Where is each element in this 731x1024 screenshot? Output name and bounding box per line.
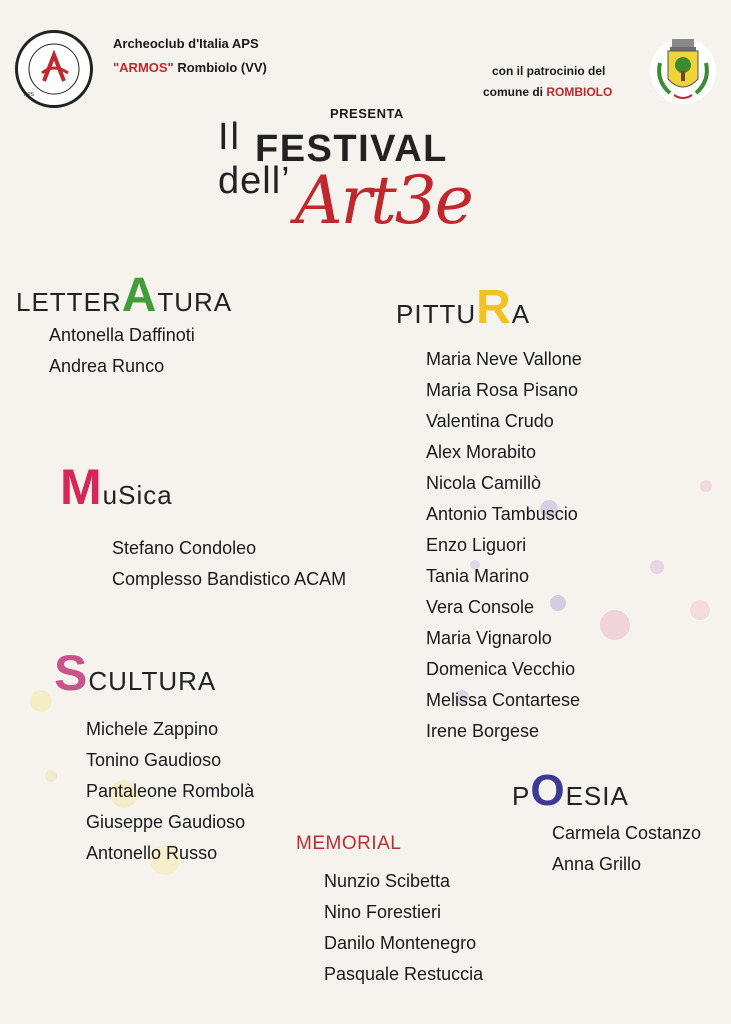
artist-name: Tania Marino <box>426 566 530 586</box>
artist-name: Antonio Tambuscio <box>426 504 578 524</box>
section-title-scultura <box>54 644 216 702</box>
artist-name: Pantaleone Rombolà <box>86 781 255 801</box>
artist-name: Nicola Camillò <box>426 473 542 493</box>
title-part: uSica <box>102 480 173 510</box>
artist-name: Maria Rosa Pisano <box>426 380 579 400</box>
artist-name: Nunzio Scibetta <box>324 871 451 891</box>
patronage-town: ROMBIOLO <box>546 85 613 99</box>
poesia-list <box>552 818 701 880</box>
section-title-pittura <box>396 280 530 335</box>
logo-sub-text: APS <box>24 92 35 98</box>
title-arte: Art3e <box>295 162 472 239</box>
letteratura-list <box>49 320 195 382</box>
musica-list <box>112 533 346 595</box>
org-branch-highlight: "ARMOS" <box>113 60 174 75</box>
artist-name: Pasquale Restuccia <box>324 964 484 984</box>
patronage-line2 <box>483 85 612 99</box>
artist-name: Giuseppe Gaudioso <box>86 812 246 832</box>
artist-name: Alex Morabito <box>426 442 537 462</box>
title-part: PITTU <box>396 299 477 329</box>
title-accent-letter: A <box>121 269 158 322</box>
artist-name: Maria Vignarolo <box>426 628 552 648</box>
artist-name: Anna Grillo <box>552 854 642 874</box>
presenta-label: PRESENTA <box>330 106 404 121</box>
title-il: Il <box>218 116 241 158</box>
artist-name: Tonino Gaudioso <box>86 750 222 770</box>
section-title-musica <box>60 458 173 516</box>
title-festival: FESTIVAL <box>255 128 448 170</box>
org-branch-rest: Rombiolo (VV) <box>173 60 267 75</box>
title-part: P <box>512 781 531 811</box>
title-part: LETTER <box>16 287 122 317</box>
memorial-list <box>324 866 483 990</box>
artist-name: Vera Console <box>426 597 535 617</box>
org-name: Archeoclub d'Italia APS <box>113 36 259 51</box>
patronage-prefix: comune di <box>483 85 547 99</box>
title-accent-letter: M <box>60 459 103 515</box>
artist-name: Stefano Condoleo <box>112 538 257 558</box>
title-accent-letter: S <box>54 645 89 701</box>
artist-name: Andrea Runco <box>49 356 165 376</box>
title-part: ESIA <box>565 781 629 811</box>
artist-name: Irene Borgese <box>426 721 540 741</box>
artist-name: Maria Neve Vallone <box>426 349 582 369</box>
section-title-letteratura <box>16 268 232 323</box>
section-title-poesia <box>512 766 629 816</box>
artist-name: Enzo Liguori <box>426 535 527 555</box>
title-dell: dell’ <box>218 160 291 202</box>
artist-name: Antonello Russo <box>86 843 218 863</box>
artist-name: Domenica Vecchio <box>426 659 576 679</box>
artist-name: Carmela Costanzo <box>552 823 702 843</box>
section-title-memorial: MEMORIAL <box>296 833 402 854</box>
artist-name: Antonella Daffinoti <box>49 325 195 345</box>
title-accent-letter: O <box>530 766 566 815</box>
artist-name: Complesso Bandistico ACAM <box>112 569 347 589</box>
pittura-list <box>426 344 582 747</box>
scultura-list <box>86 714 254 869</box>
patronage-line1: con il patrocinio del <box>492 64 606 78</box>
title-part: TURA <box>157 287 233 317</box>
artist-name: Danilo Montenegro <box>324 933 477 953</box>
artist-name: Michele Zappino <box>86 719 219 739</box>
title-part: CULTURA <box>88 666 217 696</box>
artist-name: Valentina Crudo <box>426 411 554 431</box>
title-part: A <box>511 299 531 329</box>
artist-name: Nino Forestieri <box>324 902 442 922</box>
artist-name: Melissa Contartese <box>426 690 581 710</box>
title-accent-letter: R <box>476 281 512 334</box>
org-branch <box>113 60 267 75</box>
rombiolo-crest-icon <box>648 33 718 105</box>
